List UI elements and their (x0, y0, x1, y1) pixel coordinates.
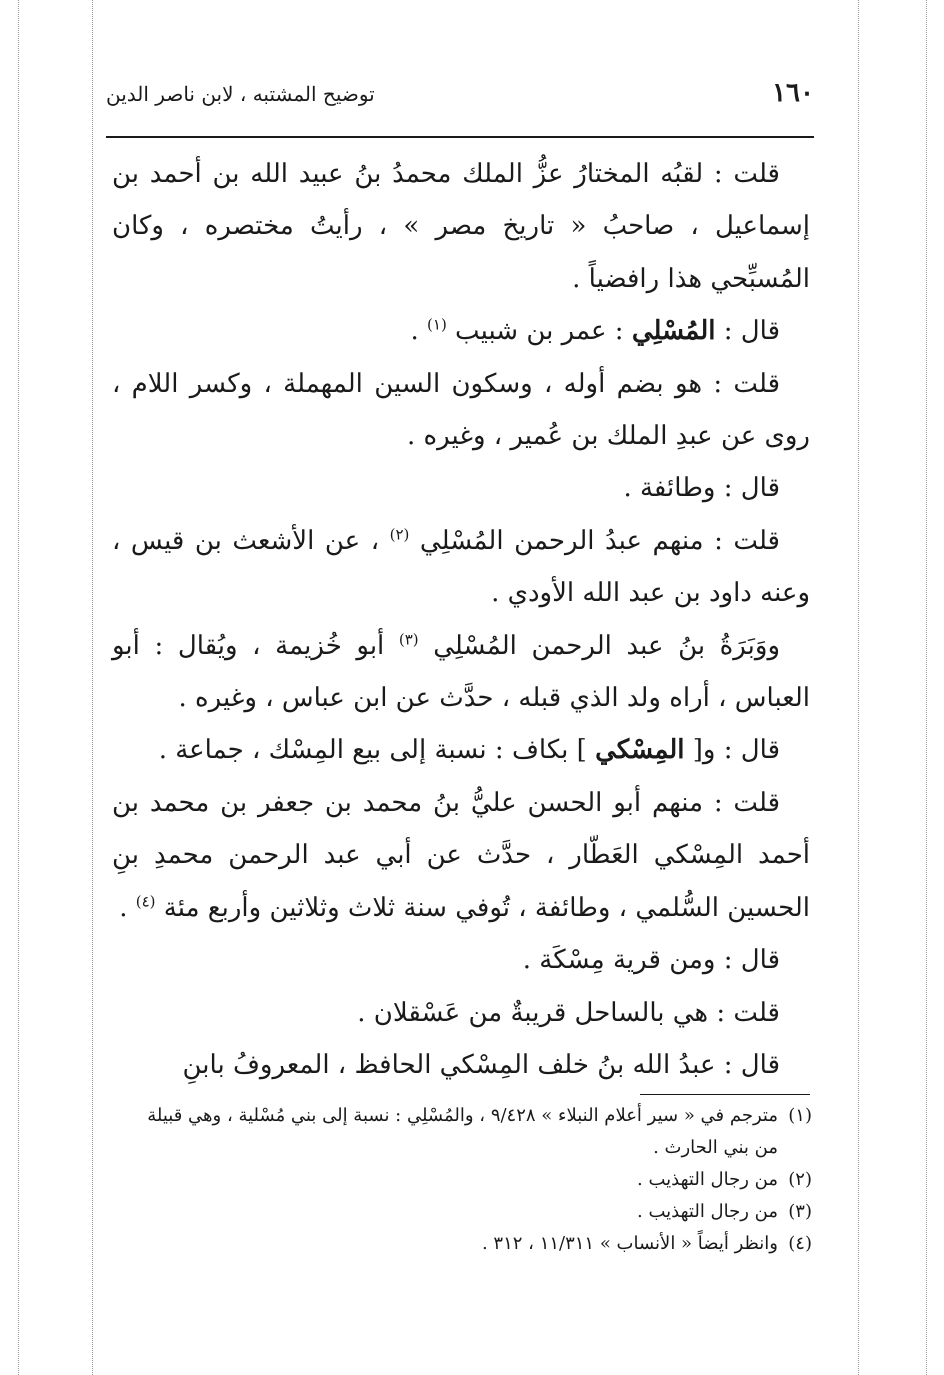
paragraph-text: قال : عبدُ الله بنُ خلف المِسْكي الحافظ ، المعروفُ بابنِ (182, 1049, 780, 1080)
footnote-text: وانظر أيضاً « الأنساب » ١١/٣١١ ، ٣١٢ . (481, 1233, 778, 1254)
paragraph-text: قال : وطائفة . (623, 473, 780, 504)
paragraph-text: قال : و[ (684, 735, 780, 766)
paragraph-text: . (410, 316, 428, 347)
scan-artifact-line (926, 0, 927, 1375)
main-text (112, 148, 810, 1091)
paragraph-1 (112, 148, 810, 305)
header-rule (106, 136, 814, 138)
footnote-continuation: من بني الحارث . (653, 1137, 778, 1158)
footnote-number: (٣) (788, 1201, 812, 1222)
paragraph-5 (112, 515, 810, 620)
footnote-ref: (١) (427, 315, 447, 334)
paragraph-text: قلت : هو بضم أوله ، وسكون السين المهملة ، وكسر اللام ، روى عن عبدِ الملك بن عُمير ، وغيره . (112, 368, 810, 452)
paragraph-text: قلت : منهم عبدُ الرحمن المُسْلِي (409, 525, 780, 556)
footnote-ref: (٢) (389, 525, 410, 544)
paragraph-text: ، عن الأشعث بن قيس ، وعنه داود بن عبد الله الأودي . (112, 525, 810, 609)
footnote-text: من رجال التهذيب . (637, 1169, 778, 1190)
paragraph-text: : عمر بن شبيب (446, 316, 632, 347)
paragraph-3 (112, 358, 810, 463)
page-number: ١٦٠ (772, 78, 814, 108)
footnotes (118, 1100, 812, 1260)
footnote-ref: (٣) (398, 630, 419, 648)
paragraph-text: قال : (715, 316, 780, 347)
running-title: توضيح المشتبه ، لابن ناصر الدين (106, 82, 375, 106)
paragraph-4 (112, 462, 810, 514)
paragraph-text: أبو خُزيمة ، ويُقال : أبو العباس ، أراه ولد الذي قبله ، حدَّث عن ابن عباس ، وغيره . (112, 630, 810, 714)
paragraph-9 (112, 934, 810, 986)
footnote (118, 1228, 812, 1260)
footnote-number: (٢) (788, 1169, 812, 1190)
paragraph-text: ووَبَرَةُ بنُ عبد الرحمن المُسْلِي (418, 630, 780, 661)
paragraph-text: قلت : لقبُه المختارُ عزُّ الملك محمدُ بنُ عبيد الله بن أحمد بن إسماعيل ، صاحبُ « تاريخ مصر » ، رأيتُ مختصره ، وكان المُسبِّحي هذا رافضياً . (112, 159, 810, 294)
page-header (106, 78, 814, 118)
paragraph-text: قال : ومن قرية مِسْكَة . (522, 945, 780, 976)
paragraph-7 (112, 724, 810, 776)
footnote-text: مترجم في « سير أعلام النبلاء » ٩/٤٢٨ ، والمُسْلِي : نسبة إلى بني مُسْلية ، وهي قبيلة (147, 1105, 778, 1126)
paragraph-text: قلت : هي بالساحل قريبةٌ من عَسْقلان . (357, 997, 780, 1028)
paragraph-6 (112, 620, 810, 725)
paragraph-10 (112, 987, 810, 1039)
footnote (118, 1100, 812, 1132)
footnote-ref: (٤) (135, 892, 156, 911)
footnote (118, 1164, 812, 1196)
scan-artifact-line (858, 0, 859, 1375)
footnote-rule (640, 1094, 810, 1095)
entry-headword: المُسْلِي (631, 316, 716, 347)
footnote (118, 1196, 812, 1228)
footnote-number: (٤) (788, 1233, 812, 1254)
scan-artifact-line (92, 0, 93, 1375)
paragraph-2 (112, 305, 810, 357)
footnote-number: (١) (788, 1105, 812, 1126)
footnote-text: من رجال التهذيب . (637, 1201, 778, 1222)
scan-artifact-line (18, 0, 19, 1375)
paragraph-8 (112, 777, 810, 934)
paragraph-11 (112, 1039, 810, 1091)
paragraph-text: قلت : منهم أبو الحسن عليُّ بنُ محمد بن جعفر بن محمد بن أحمد المِسْكي العَطّار ، حدَّث عن أبي عبد الرحمن محمدِ بنِ الحسين السُّلمي ، وطائفة ، تُوفي سنة ثلاث وثلاثين وأربع مئة (112, 787, 810, 923)
paragraph-text: ] بكاف : نسبة إلى بيع المِسْك ، جماعة . (158, 735, 596, 766)
paragraph-text: . (119, 892, 136, 923)
entry-headword: المِسْكي (595, 735, 685, 766)
